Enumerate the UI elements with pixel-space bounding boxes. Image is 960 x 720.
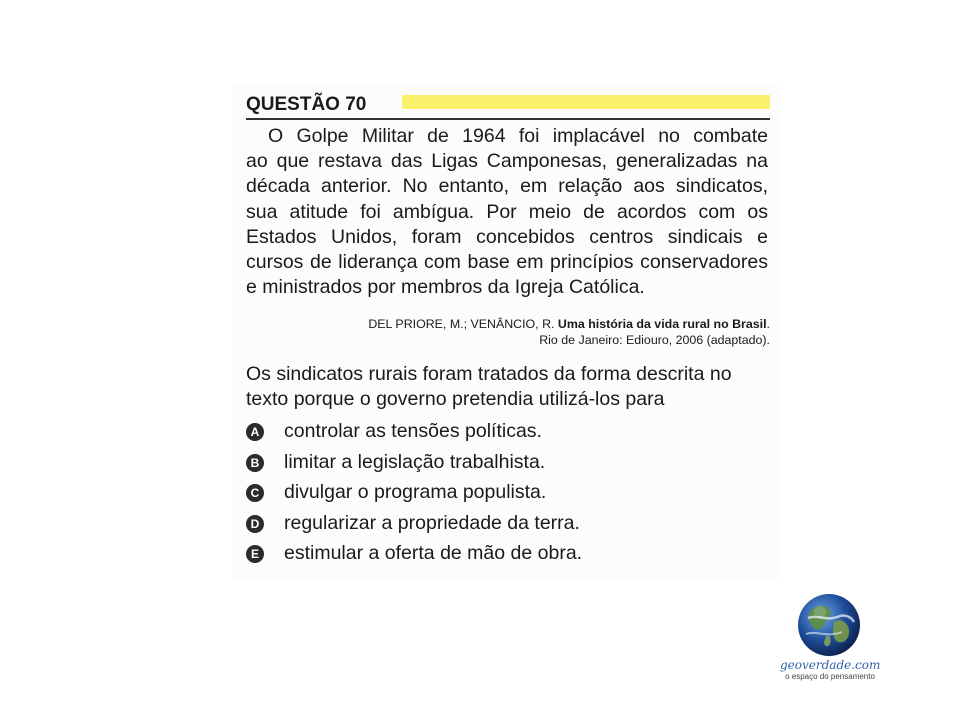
question-card <box>232 84 780 580</box>
citation-work: Uma história da vida rural no Brasil <box>557 317 767 331</box>
option-d[interactable] <box>246 511 770 542</box>
citation-line-1 <box>246 316 770 332</box>
question-stem <box>246 362 770 412</box>
paragraph-line: ao que restava das Ligas Camponesas, generalizadas na <box>246 150 768 173</box>
option-letter-badge: C <box>246 484 264 502</box>
paragraph-line: cursos de liderança com base em princípios conservadores <box>246 251 768 274</box>
option-text: divulgar o programa populista. <box>284 481 547 503</box>
stem-line: texto porque o governo pretendia utilizá-los para <box>246 388 665 410</box>
option-a[interactable] <box>246 419 770 450</box>
paragraph-line: Estados Unidos, foram concebidos centros sindicais e <box>246 225 768 248</box>
paragraph-line: sua atitude foi ambígua. Por meio de acordos com os <box>246 200 768 223</box>
question-paragraph <box>246 124 768 300</box>
source-citation <box>246 316 770 348</box>
paragraph-line: década anterior. No entanto, em relação aos sindicatos, <box>246 175 768 198</box>
title-highlight-bar <box>402 95 770 109</box>
option-e[interactable] <box>246 541 770 572</box>
question-title: QUESTÃO 70 <box>246 94 367 115</box>
citation-tail: . <box>766 317 770 331</box>
stem-line: Os sindicatos rurais foram tratados da forma descrita no <box>246 363 732 385</box>
paragraph-line: O Golpe Militar de 1964 foi implacável no combate <box>268 125 768 147</box>
option-letter-badge: E <box>246 545 264 563</box>
header-rule <box>246 118 770 120</box>
citation-line-2: Rio de Janeiro: Ediouro, 2006 (adaptado). <box>539 333 770 347</box>
option-text: controlar as tensões políticas. <box>284 420 542 442</box>
option-b[interactable] <box>246 450 770 481</box>
option-letter-badge: A <box>246 423 264 441</box>
paragraph-line: e ministrados por membros da Igreja Católica. <box>246 276 645 299</box>
question-header <box>246 94 770 116</box>
option-letter-badge: D <box>246 515 264 533</box>
site-logo[interactable] <box>780 592 880 688</box>
logo-name: geoverdade.com <box>780 658 881 672</box>
answer-options <box>246 419 770 572</box>
option-text: limitar a legislação trabalhista. <box>284 450 546 473</box>
option-c[interactable] <box>246 480 770 511</box>
citation-authors: DEL PRIORE, M.; VENÂNCIO, R. <box>368 317 558 331</box>
option-text: estimular a oferta de mão de obra. <box>284 542 583 564</box>
globe-icon <box>796 592 862 658</box>
option-text: regularizar a propriedade da terra. <box>284 511 580 534</box>
option-letter-badge: B <box>246 454 264 472</box>
logo-tagline: o espaço do pensamento <box>785 672 875 681</box>
